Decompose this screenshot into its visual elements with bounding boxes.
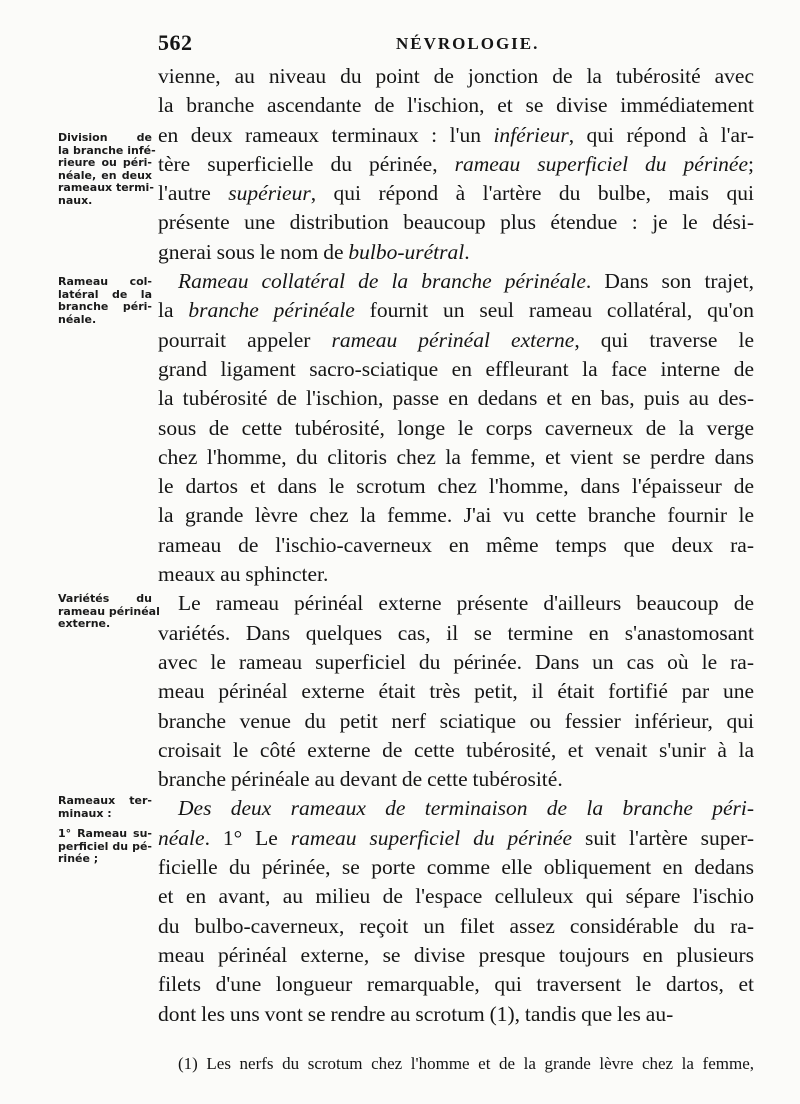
text-run: branche périnéale au devant de cette tubérosité.	[158, 767, 563, 792]
text-run: la grande lèvre chez la femme. J'ai vu cette branche fournir le	[158, 503, 754, 528]
margin-note-line: naux.	[58, 193, 93, 207]
text-line	[158, 648, 754, 677]
text-run: . 1° Le	[204, 825, 291, 850]
text-run: , qui traverse le	[574, 327, 754, 352]
text-line	[158, 794, 754, 823]
margin-note-line: externe.	[58, 617, 111, 631]
text-run: meau périnéal externe était très petit, il était fortifié par une	[158, 679, 754, 704]
text-run: la	[158, 298, 189, 323]
text-line	[158, 619, 754, 648]
margin-note-line: rinée ;	[58, 852, 99, 866]
text-line	[158, 150, 754, 179]
text-run: avec le rameau superficiel du périnée. Dans un cas où le ra-	[158, 649, 754, 674]
text-line	[158, 179, 754, 208]
text-run: Des deux rameaux de terminaison de la branche péri-	[178, 796, 754, 821]
text-line	[158, 296, 754, 325]
text-run: en deux rameaux terminaux : l'un	[158, 122, 494, 147]
text-line	[158, 238, 754, 267]
margin-note-line: rieure ou péri-	[58, 156, 152, 170]
margin-note-line: néale.	[58, 312, 97, 326]
running-title: NÉVROLOGIE.	[396, 34, 540, 53]
text-line	[158, 941, 754, 970]
margin-note-division	[58, 131, 156, 208]
text-run: sous de cette tubérosité, longe le corps caverneux de la verge	[158, 415, 754, 440]
margin-note-line: minaux :	[58, 806, 112, 820]
text-run: meau périnéal externe, se divise presque toujours en plusieurs	[158, 942, 754, 967]
text-run: . Dans son trajet,	[585, 269, 754, 294]
text-run: vienne, au niveau du point de jonction de la tubérosité avec	[158, 64, 754, 88]
text-run: présente une distribution beaucoup plus étendue : je le dési-	[158, 210, 754, 235]
margin-note-line: branche péri-	[58, 300, 152, 314]
text-run: branche venue du petit nerf sciatique ou fessier inférieur, qui	[158, 708, 754, 733]
text-line	[158, 824, 754, 853]
margin-note-line: 1° Rameau su-	[58, 827, 152, 840]
body-text	[158, 62, 754, 1029]
text-run: tère superficielle du périnée,	[158, 151, 455, 176]
text-run: néale	[158, 825, 205, 850]
text-run: bulbo-urétral	[348, 239, 465, 264]
text-run: ficielle du périnée, se porte comme elle obliquement en dedans	[158, 855, 754, 880]
page-number: 562	[158, 30, 193, 55]
text-line	[158, 707, 754, 736]
text-run: la tubérosité de l'ischion, passe en dedans et en bas, puis au des-	[158, 386, 754, 411]
text-run: branche périnéale	[188, 298, 355, 323]
text-line	[158, 970, 754, 999]
text-line	[158, 560, 754, 589]
margin-note-line: la branche infé-	[58, 143, 156, 157]
text-line	[158, 531, 754, 560]
margin-note-rameau-superficiel	[58, 828, 152, 866]
margin-note-line: perficiel du pé-	[58, 839, 152, 853]
text-run: supérieur	[228, 181, 311, 206]
text-run: le dartos et dans le scrotum chez l'homme, dans l'épaisseur de	[158, 474, 754, 499]
text-run: Rameau collatéral de la branche périnéale	[178, 269, 586, 294]
text-line	[158, 443, 754, 472]
text-run: rameau superficiel du périnée	[454, 151, 749, 176]
text-line	[158, 1000, 754, 1029]
margin-note-line: latéral de la	[58, 287, 152, 301]
text-run: , qui répond à l'ar-	[568, 122, 754, 147]
text-run: variétés. Dans quelques cas, il se termine en s'anastomosant	[158, 620, 754, 645]
text-line	[158, 736, 754, 765]
text-line	[158, 208, 754, 237]
text-run: l'autre	[158, 181, 229, 206]
text-run: Le rameau périnéal externe présente d'ailleurs beaucoup de	[178, 591, 754, 616]
margin-note-line: Rameaux ter-	[58, 794, 152, 807]
margin-note-line: Division de	[58, 131, 152, 144]
text-line	[158, 267, 754, 296]
text-run: dont les uns vont se rendre au scrotum (1), tandis que les au-	[158, 1001, 674, 1026]
text-line	[158, 912, 754, 941]
text-run: filets d'une longueur remarquable, qui traversent le dartos, et	[158, 972, 754, 997]
text-run: et en avant, au milieu de l'espace celluleux qui sépare l'ischio	[158, 884, 754, 909]
text-line	[158, 414, 754, 443]
margin-note-line: néale, en deux	[58, 168, 152, 182]
text-line	[158, 501, 754, 530]
text-run: , qui répond à l'artère du bulbe, mais qui	[310, 181, 754, 206]
text-run: meaux au sphincter.	[158, 562, 329, 587]
text-line	[158, 853, 754, 882]
text-run: du bulbo-caverneux, reçoit un filet assez considérable du ra-	[158, 913, 754, 938]
text-run: croisait le côté externe de cette tubérosité, et venait s'unir à la	[158, 737, 754, 762]
text-run: fournit un seul rameau collatéral, qu'on	[354, 298, 754, 323]
margin-note-rameau-collateral	[58, 276, 152, 326]
text-line	[158, 62, 754, 91]
text-line	[158, 472, 754, 501]
text-line	[158, 882, 754, 911]
page-header	[158, 30, 758, 60]
margin-note-line: Variétés du	[58, 592, 152, 605]
text-run: rameau périnéal externe	[331, 327, 575, 352]
text-line	[158, 384, 754, 413]
text-line	[158, 677, 754, 706]
text-line	[158, 326, 754, 355]
text-run: gnerai sous le nom de	[158, 239, 349, 264]
margin-note-varietes	[58, 592, 160, 631]
margin-note-line: rameau périnéal	[58, 604, 160, 618]
margin-note-rameaux-terminaux	[58, 795, 152, 820]
footnote: (1) Les nerfs du scrotum chez l'homme et de la grande lèvre chez la femme,	[178, 1054, 754, 1073]
text-line	[158, 355, 754, 384]
text-line	[158, 589, 754, 618]
text-run: rameau superficiel du périnée	[290, 825, 573, 850]
text-line	[158, 121, 754, 150]
text-run: ;	[748, 151, 754, 176]
text-run: rameau de l'ischio-caverneux en même temps que deux ra-	[158, 532, 754, 557]
text-run: suit l'artère super-	[572, 825, 754, 850]
text-run: inférieur	[493, 122, 569, 147]
text-line	[158, 765, 754, 794]
text-run: .	[464, 239, 470, 264]
text-line	[158, 91, 754, 120]
margin-note-line: rameaux termi-	[58, 181, 154, 195]
margin-note-line: Rameau col-	[58, 275, 152, 288]
text-run: chez l'homme, du clitoris chez la femme, et vient se perdre dans	[158, 444, 754, 469]
text-run: grand ligament sacro-sciatique en effleurant la face interne de	[158, 356, 754, 381]
text-run: la branche ascendante de l'ischion, et se divise immédiatement	[158, 93, 754, 118]
text-run: pourrait appeler	[158, 327, 332, 352]
